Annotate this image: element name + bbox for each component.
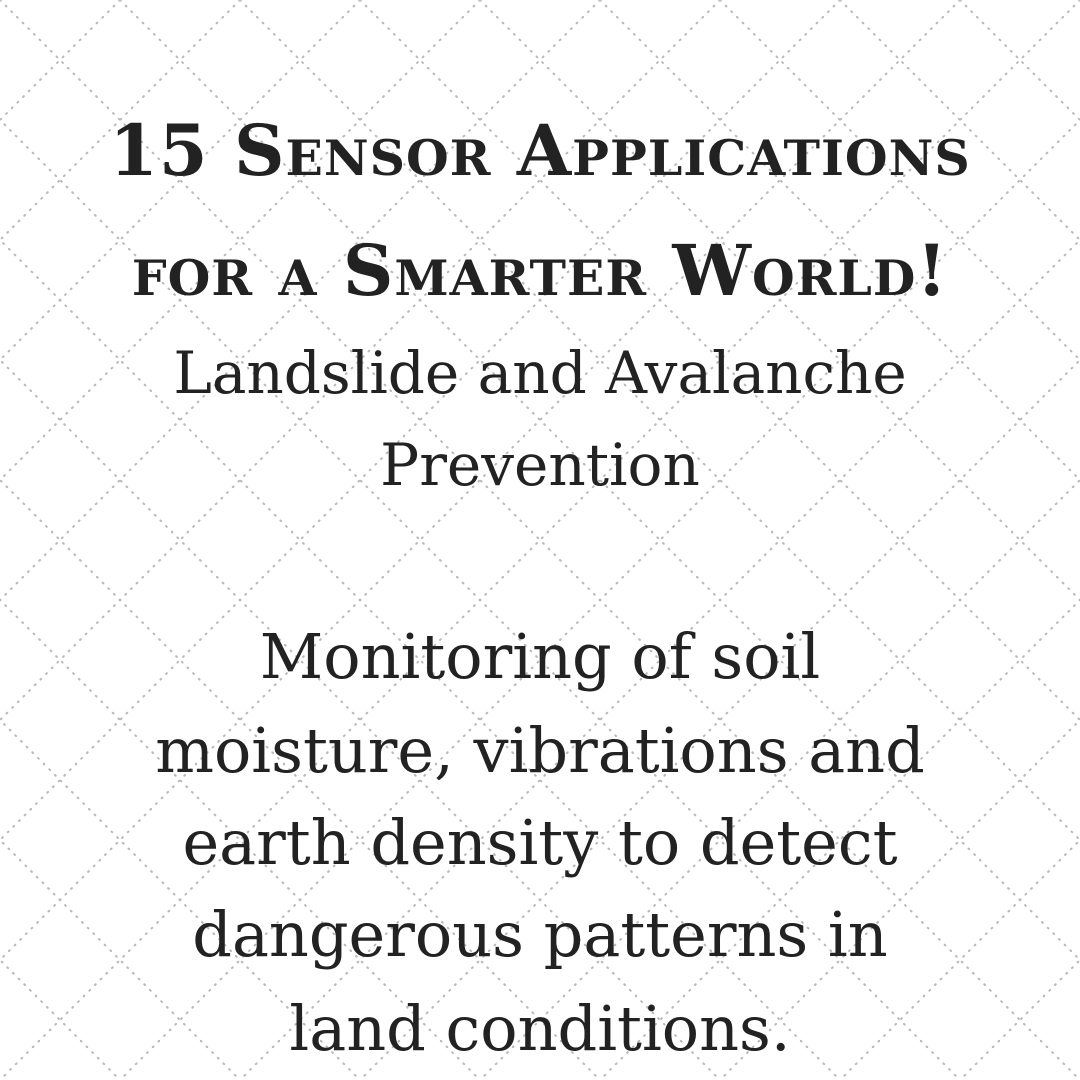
title-line-2: for a Smarter World! xyxy=(131,229,949,312)
subtitle-line-2: Prevention xyxy=(380,431,700,499)
body-line-1: Monitoring of soil xyxy=(259,620,821,693)
body-line-5: land conditions. xyxy=(289,992,791,1065)
body-line-4: dangerous patterns in xyxy=(192,898,888,971)
body-line-3: earth density to detect xyxy=(182,806,898,879)
subtitle-line-1: Landslide and Avalanche xyxy=(173,339,907,407)
title-line-1: 15 Sensor Applications xyxy=(109,109,971,192)
body-line-2: moisture, vibrations and xyxy=(155,714,925,787)
